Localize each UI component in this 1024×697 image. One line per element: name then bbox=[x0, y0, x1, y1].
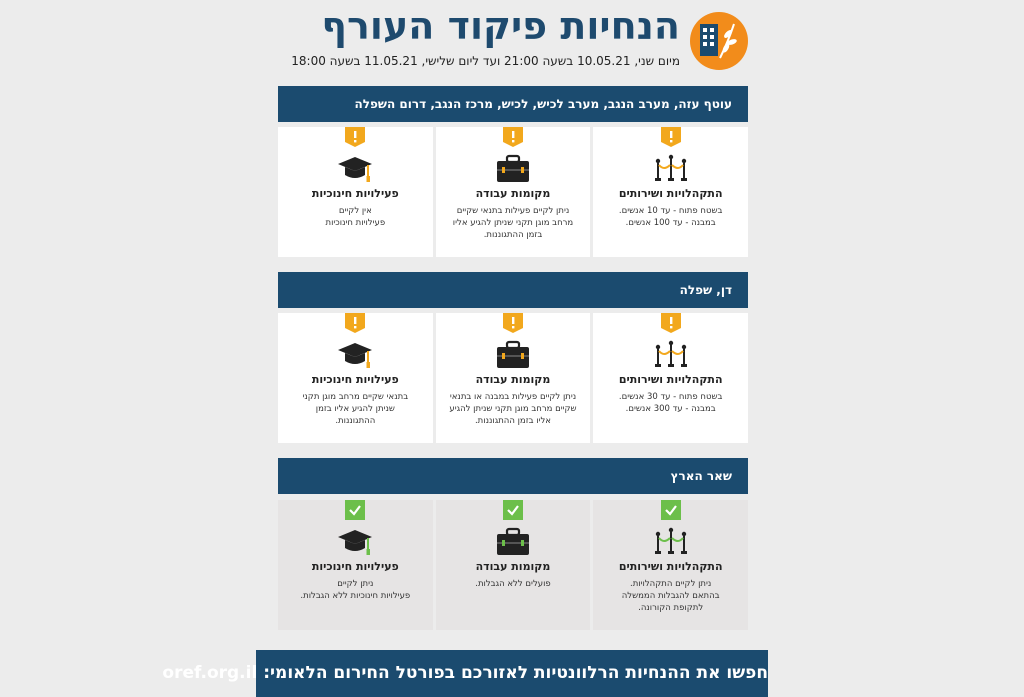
card-text bbox=[286, 391, 425, 427]
card-title: פעילויות חינוכיות bbox=[311, 373, 399, 386]
guidelines-poster bbox=[162, 0, 768, 697]
check-icon bbox=[345, 500, 365, 520]
card-text-line: בתנאי שקיים מרחב מוגן תקני bbox=[302, 392, 409, 402]
guideline-card bbox=[593, 500, 748, 630]
card-text-line: ההתגוננות. bbox=[335, 416, 376, 426]
stanchions-icon bbox=[653, 339, 689, 371]
page-subtitle: מיום שני, 10.05.21 בשעה 21:00 ועד ליום שלישי, 11.05.21 בשעה 18:00 bbox=[291, 54, 680, 68]
graduation-cap-icon bbox=[337, 339, 373, 371]
stanchions-icon bbox=[653, 153, 689, 185]
card-text-line: בשטח פתוח - עד 10 אנשים. bbox=[618, 206, 723, 216]
stanchions-icon bbox=[653, 526, 689, 558]
card-text-line: אין לקיים bbox=[338, 206, 372, 216]
card-text-line: שקיים מרחב מוגן תקני שניתן להגיע bbox=[449, 404, 577, 414]
card-text bbox=[601, 205, 740, 229]
card-text-line: בשטח פתוח - עד 30 אנשים. bbox=[618, 392, 723, 402]
card-text-line: במבנה - עד 100 אנשים. bbox=[625, 218, 716, 228]
card-title: מקומות עבודה bbox=[475, 187, 551, 200]
card-text-line: מרחב מוגן תקני שניתן להגיע אליו bbox=[452, 218, 574, 228]
card-text-line: אליו בזמן ההתגוננות. bbox=[474, 416, 551, 426]
guideline-card bbox=[436, 500, 591, 630]
card-text bbox=[286, 205, 425, 229]
briefcase-icon bbox=[495, 153, 531, 185]
warning-icon bbox=[503, 127, 523, 147]
home-front-command-logo bbox=[690, 12, 748, 70]
card-text bbox=[601, 578, 740, 614]
card-title: מקומות עבודה bbox=[475, 560, 551, 573]
card-text bbox=[444, 391, 583, 427]
card-text-line: בהתאם להגבלות הממשלה bbox=[621, 591, 720, 601]
region-cards-row bbox=[278, 500, 748, 630]
card-title: התקהלויות ושירותים bbox=[618, 560, 723, 573]
guideline-card bbox=[593, 127, 748, 257]
guideline-card bbox=[593, 313, 748, 443]
guideline-card bbox=[436, 127, 591, 257]
check-icon bbox=[661, 500, 681, 520]
briefcase-icon bbox=[495, 339, 531, 371]
guideline-card bbox=[278, 313, 433, 443]
card-text-line: פועלים ללא הגבלות. bbox=[475, 579, 551, 589]
region-cards-row bbox=[278, 127, 748, 257]
graduation-cap-icon bbox=[337, 526, 373, 558]
region-header: שאר הארץ bbox=[278, 458, 748, 494]
card-text bbox=[601, 391, 740, 415]
warning-icon bbox=[661, 313, 681, 333]
region-cards-row bbox=[278, 313, 748, 443]
check-icon bbox=[503, 500, 523, 520]
card-title: פעילויות חינוכיות bbox=[311, 560, 399, 573]
card-text-line: בזמן ההתגוננות. bbox=[483, 230, 543, 240]
region-header: עוטף עזה, מערב הנגב, מערב לכיש, לכיש, מרכז הנגב, דרום השפלה bbox=[278, 86, 748, 122]
card-text bbox=[444, 578, 583, 590]
card-text-line: שניתן להגיע אליו בזמן bbox=[315, 404, 395, 414]
card-title: פעילויות חינוכיות bbox=[311, 187, 399, 200]
card-text-line: ניתן לקיים bbox=[337, 579, 374, 589]
guideline-card bbox=[278, 500, 433, 630]
guideline-card bbox=[278, 127, 433, 257]
card-text-line: פעילויות חינוכיות ללא הגבלות. bbox=[300, 591, 411, 601]
card-text bbox=[444, 205, 583, 241]
card-text-line: פעילויות חינוכיות bbox=[325, 218, 386, 228]
briefcase-icon bbox=[495, 526, 531, 558]
page-title: הנחיות פיקוד העורף bbox=[321, 4, 680, 48]
card-text-line: לתקופת הקורונה. bbox=[638, 603, 704, 613]
card-text-line: במבנה - עד 300 אנשים. bbox=[625, 404, 716, 414]
warning-icon bbox=[661, 127, 681, 147]
guideline-card bbox=[436, 313, 591, 443]
card-title: מקומות עבודה bbox=[475, 373, 551, 386]
card-text-line: ניתן לקיים התקהלויות. bbox=[630, 579, 712, 589]
card-text-line: ניתן לקיים פעילות בתנאי שקיים bbox=[456, 206, 570, 216]
card-title: התקהלויות ושירותים bbox=[618, 187, 723, 200]
card-title: התקהלויות ושירותים bbox=[618, 373, 723, 386]
graduation-cap-icon bbox=[337, 153, 373, 185]
poster-header bbox=[256, 0, 768, 78]
card-text bbox=[286, 578, 425, 602]
warning-icon bbox=[345, 127, 365, 147]
warning-icon bbox=[503, 313, 523, 333]
footer-banner: חפשו את ההנחיות הרלוונטיות לאזורכם בפורטל החירום הלאומי: oref.org.il bbox=[256, 650, 768, 697]
card-text-line: ניתן לקיים פעילות במבנה או בתנאי bbox=[449, 392, 577, 402]
warning-icon bbox=[345, 313, 365, 333]
region-header: דן, שפלה bbox=[278, 272, 748, 308]
